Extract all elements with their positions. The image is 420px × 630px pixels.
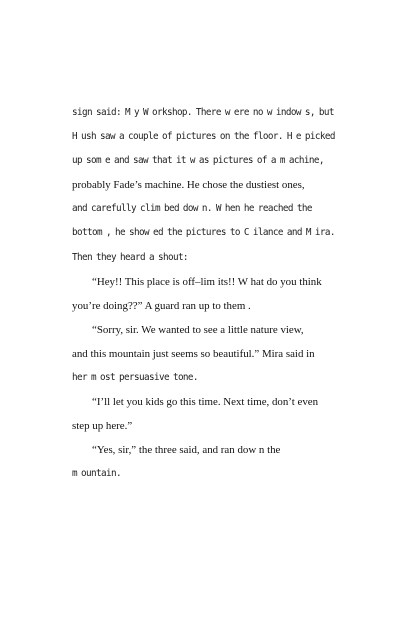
text-line: probably Fade’s machine. He chose the dustiest ones,: [72, 179, 305, 192]
text-line: you’re doing??” A guard ran up to them .: [72, 299, 251, 312]
text-line: “I’ll let you kids go this time. Next time, don’t even: [92, 396, 319, 409]
text-line: H ush saw a couple of pictures on the floor. H e picked: [72, 131, 335, 143]
text-line: bottom , he show ed the pictures to C ilance and M ira.: [72, 227, 335, 239]
text-line: her m ost persuasive tone.: [72, 372, 198, 384]
text-line: sign said: M y W orkshop. There w ere no w indow s, but: [72, 107, 334, 118]
text-line: up som e and saw that it w as pictures of a m achine,: [72, 155, 324, 167]
text-line: m ountain.: [72, 468, 121, 480]
text-line: and carefully clim bed dow n. W hen he reached the: [72, 203, 312, 215]
text-line: step up here.”: [72, 420, 133, 433]
text-line: and this mountain just seems so beautiful.” Mira said in: [72, 347, 315, 360]
text-line: “Yes, sir,” the three said, and ran dow n the: [92, 444, 281, 457]
text-line: Then they heard a shout:: [72, 251, 188, 263]
text-line: “Sorry, sir. We wanted to see a little nature view,: [92, 323, 304, 336]
text-line: “Hey!! This place is off–lim its!! W hat do you think: [92, 275, 322, 288]
page-text: [72, 101, 377, 487]
